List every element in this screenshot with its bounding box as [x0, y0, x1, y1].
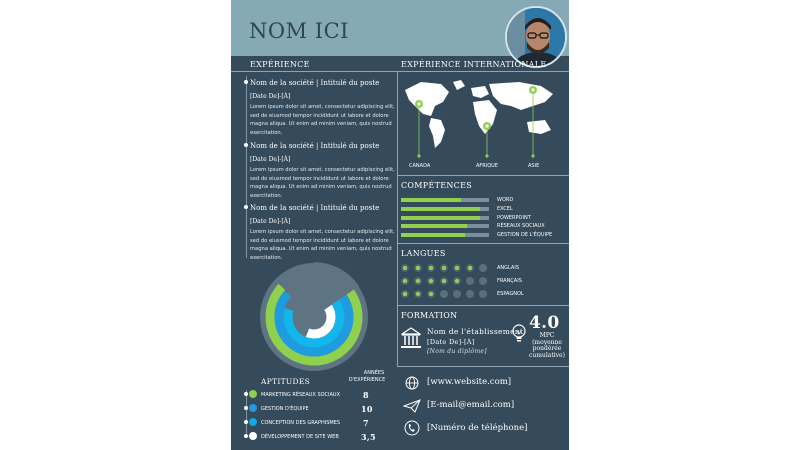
language-level-dot-filled — [401, 264, 409, 272]
language-level-dot-filled — [414, 290, 422, 298]
skill-label: WORD — [497, 197, 514, 203]
skill-label: POWERPOINT — [497, 214, 531, 221]
timeline-dot — [244, 434, 248, 438]
language-level-dot-empty — [479, 290, 487, 298]
aptitude-label: MARKETING RÉSEAUX SOCIAUX — [261, 392, 341, 398]
phone-link[interactable]: [Numéro de téléphone] — [427, 423, 528, 433]
language-level-dot-empty — [479, 264, 487, 272]
timeline-dot — [244, 406, 248, 410]
experience-dates: [Date De]-[À] — [250, 218, 291, 225]
skill-bar-fill — [401, 224, 467, 228]
language-label: FRANÇAIS — [497, 278, 522, 284]
map-label-canada: CANADA — [409, 163, 431, 169]
language-level-dot-filled — [414, 264, 422, 272]
skill-bar-fill — [401, 216, 480, 220]
skill-bar-fill — [401, 207, 480, 211]
paper-plane-icon — [403, 398, 421, 417]
experience-dates: [Date De]-[À] — [250, 93, 291, 100]
education-school: Nom de l'établissement — [427, 327, 524, 336]
experience-timeline — [246, 76, 247, 258]
years-header: ANNÉES — [363, 370, 385, 376]
experience-title: Nom de la société | Intitulé du poste — [250, 204, 380, 212]
experience-dates: [Date De]-[À] — [250, 156, 291, 163]
aptitude-color-dot — [249, 404, 257, 412]
language-level-dot-filled — [401, 290, 409, 298]
resume-name: NOM ICI — [249, 19, 349, 43]
skill-label: EXCEL — [497, 205, 513, 212]
experience-title: Nom de la société | Intitulé du poste — [250, 79, 380, 87]
phone-icon — [404, 420, 420, 440]
aptitude-label: DÉVELOPPEMENT DE SITE WEB — [261, 434, 339, 440]
aptitude-years: 10 — [361, 404, 373, 414]
profile-photo — [505, 6, 567, 68]
education-heading: FORMATION — [401, 311, 458, 320]
language-level-dot-empty — [466, 290, 474, 298]
skill-label: GESTION DE L'ÉQUIPE — [497, 232, 553, 239]
institution-icon — [401, 327, 421, 353]
skills-heading: COMPÉTENCES — [401, 181, 473, 190]
website-link[interactable]: [www.website.com] — [427, 377, 512, 387]
aptitude-timeline — [246, 390, 247, 436]
timeline-dot — [244, 420, 248, 424]
experience-description: Lorem ipsum dolor sit amet, consectetur adipiscing elit, sed do eiusmod tempor incididunt ut labore et dolore magna aliqua. Ut enim ad minim veniam, quis nostrud exercitation. — [250, 104, 395, 136]
language-level-dot-empty — [479, 277, 487, 285]
section-divider — [397, 366, 569, 367]
aptitude-color-dot — [249, 418, 257, 426]
globe-icon — [405, 375, 419, 394]
lightbulb-icon — [512, 324, 526, 348]
email-link[interactable]: [E-mail@email.com] — [427, 400, 515, 410]
world-map — [401, 76, 561, 170]
languages-heading: LANGUES — [401, 249, 446, 258]
language-level-dot-filled — [414, 277, 422, 285]
aptitude-years: 7 — [363, 418, 369, 428]
aptitude-donut-chart — [259, 262, 369, 372]
map-label-africa: AFRIQUE — [476, 163, 498, 169]
skill-bar-track — [401, 233, 489, 237]
language-level-dot-filled — [440, 277, 448, 285]
section-divider — [397, 305, 569, 306]
language-level-dot-filled — [453, 264, 461, 272]
experience-heading: EXPÉRIENCE — [250, 60, 310, 69]
skill-bar-track — [401, 207, 489, 211]
language-level-dot-filled — [466, 264, 474, 272]
skill-bar-fill — [401, 198, 461, 202]
timeline-dot — [244, 392, 248, 396]
education-dates: [Date De]-[À] — [427, 338, 475, 346]
language-level-dot-filled — [453, 277, 461, 285]
language-level-dot-filled — [440, 264, 448, 272]
timeline-dot — [244, 80, 248, 84]
heading-divider — [231, 71, 569, 72]
aptitudes-heading: APTITUDES — [261, 377, 311, 386]
skill-bar-track — [401, 198, 489, 202]
column-divider — [397, 71, 398, 366]
experience-description: Lorem ipsum dolor sit amet, consectetur adipiscing elit, sed do eiusmod tempor incididunt ut labore et dolore magna aliqua. Ut enim ad minim veniam, quis nostrud exercitation. — [250, 229, 395, 261]
aptitude-years: 8 — [363, 390, 369, 400]
skill-label: RÉSEAUX SOCIAUX — [497, 223, 545, 230]
aptitude-label: GESTION D'ÉQUIPE — [261, 406, 309, 412]
gpa-label: MPC (moyenne pondérée cumulative) — [529, 332, 565, 359]
language-label: ESPAGNOL — [497, 291, 524, 297]
years-header-line2: D'EXPÉRIENCE — [348, 377, 386, 383]
language-level-dot-empty — [466, 277, 474, 285]
international-heading: EXPÉRIENCE INTERNATIONALE — [401, 60, 547, 69]
experience-title: Nom de la société | Intitulé du poste — [250, 142, 380, 150]
language-level-dot-filled — [427, 264, 435, 272]
experience-item — [250, 79, 398, 137]
resume-page — [231, 0, 569, 450]
experience-description: Lorem ipsum dolor sit amet, consectetur adipiscing elit, sed do eiusmod tempor incididunt ut labore et dolore magna aliqua. Ut enim ad minim veniam, quis nostrud exercitation. — [250, 167, 395, 199]
aptitude-color-dot — [249, 432, 257, 440]
language-level-dot-filled — [401, 277, 409, 285]
section-divider — [397, 243, 569, 244]
gpa-value: 4.0 — [529, 313, 560, 333]
map-label-asia: ASIE — [528, 163, 540, 169]
timeline-dot — [244, 143, 248, 147]
experience-item — [250, 204, 398, 262]
language-label: ANGLAIS — [497, 265, 520, 271]
language-level-dot-filled — [427, 290, 435, 298]
aptitude-color-dot — [249, 390, 257, 398]
skill-bar-fill — [401, 233, 465, 237]
skill-bar-track — [401, 224, 489, 228]
language-level-dot-filled — [427, 277, 435, 285]
experience-item — [250, 142, 398, 200]
language-level-dot-empty — [440, 290, 448, 298]
aptitude-label: CONCEPTION DES GRAPHISMES — [261, 420, 341, 426]
aptitude-years: 3,5 — [361, 432, 376, 442]
section-divider — [397, 175, 569, 176]
timeline-dot — [244, 205, 248, 209]
language-level-dot-empty — [453, 290, 461, 298]
skill-bar-track — [401, 216, 489, 220]
education-degree: [Nom du diplôme] — [427, 348, 487, 355]
